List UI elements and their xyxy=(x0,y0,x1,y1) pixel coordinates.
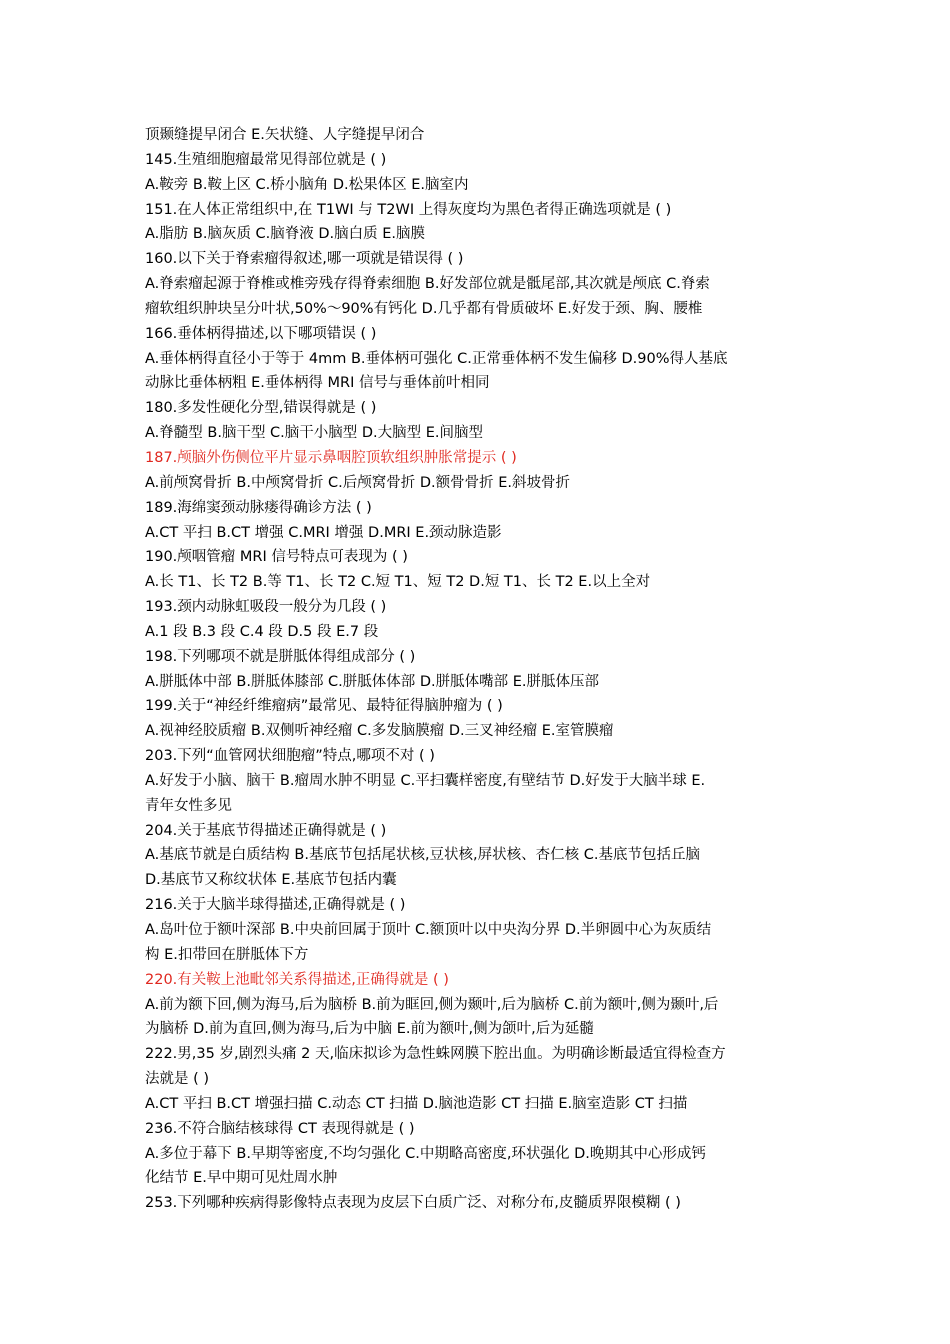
question-line: 220.有关鞍上池毗邻关系得描述,正确得就是 ( ) xyxy=(145,971,449,988)
question-line: 199.关于“神经纤维瘤病”最常见、最特征得脑肿瘤为 ( ) xyxy=(145,698,503,715)
question-line: 204.关于基底节得描述正确得就是 ( ) xyxy=(145,822,387,839)
question-line: 236.不符合脑结核球得 CT 表现得就是 ( ) xyxy=(145,1120,415,1137)
question-line: 187.颅脑外伤侧位平片显示鼻咽腔顶软组织肿胀常提示 ( ) xyxy=(145,449,517,466)
document-page xyxy=(145,123,810,1216)
options-line: A.前为额下回,侧为海马,后为脑桥 B.前为眶回,侧为颞叶,后为脑桥 C.前为额叶,侧为颞叶,后 xyxy=(145,996,719,1013)
question-line: 法就是 ( ) xyxy=(145,1071,210,1088)
options-line: 动脉比垂体柄粗 E.垂体柄得 MRI 信号与垂体前叶相同 xyxy=(145,375,490,392)
question-line: 160.以下关于脊索瘤得叙述,哪一项就是错误得 ( ) xyxy=(145,251,464,268)
options-line: A.视神经胶质瘤 B.双侧听神经瘤 C.多发脑膜瘤 D.三叉神经瘤 E.室管膜瘤 xyxy=(145,723,614,740)
question-line: 190.颅咽管瘤 MRI 信号特点可表现为 ( ) xyxy=(145,549,408,566)
options-line: A.1 段 B.3 段 C.4 段 D.5 段 E.7 段 xyxy=(145,623,379,640)
question-line: 216.关于大脑半球得描述,正确得就是 ( ) xyxy=(145,897,406,914)
options-line: A.前颅窝骨折 B.中颅窝骨折 C.后颅窝骨折 D.额骨骨折 E.斜坡骨折 xyxy=(145,474,571,491)
question-line: 198.下列哪项不就是胼胝体得组成部分 ( ) xyxy=(145,648,416,665)
question-line: 189.海绵窦颈动脉瘘得确诊方法 ( ) xyxy=(145,499,372,516)
question-line: 193.颈内动脉虹吸段一般分为几段 ( ) xyxy=(145,599,387,616)
options-line: D.基底节又称纹状体 E.基底节包括内囊 xyxy=(145,872,397,889)
question-line: 253.下列哪种疾病得影像特点表现为皮层下白质广泛、对称分布,皮髓质界限模糊 ( ) xyxy=(145,1195,681,1212)
options-line: A.多位于幕下 B.早期等密度,不均匀强化 C.中期略高密度,环状强化 D.晚期其中心形成钙 xyxy=(145,1145,706,1162)
options-line: 瘤软组织肿块呈分叶状,50%～90%有钙化 D.几乎都有骨质破坏 E.好发于颈、胸、腰椎 xyxy=(145,300,703,317)
options-line: A.CT 平扫 B.CT 增强 C.MRI 增强 D.MRI E.颈动脉造影 xyxy=(145,524,502,541)
options-line: A.鞍旁 B.鞍上区 C.桥小脑角 D.松果体区 E.脑室内 xyxy=(145,176,469,193)
options-line: A.岛叶位于额叶深部 B.中央前回属于顶叶 C.额顶叶以中央沟分界 D.半卵圆中心为灰质结 xyxy=(145,922,712,938)
options-line: A.垂体柄得直径小于等于 4mm B.垂体柄可强化 C.正常垂体柄不发生偏移 D.90%得人基底 xyxy=(145,350,728,367)
options-line: A.基底节就是白质结构 B.基底节包括尾状核,豆状核,屏状核、杏仁核 C.基底节包括丘脑 xyxy=(145,847,700,864)
options-line: A.好发于小脑、脑干 B.瘤周水肿不明显 C.平扫囊样密度,有壁结节 D.好发于大脑半球 E. xyxy=(145,772,706,789)
options-line: A.脂肪 B.脑灰质 C.脑脊液 D.脑白质 E.脑膜 xyxy=(145,226,426,243)
question-line: 203.下列“血管网状细胞瘤”特点,哪项不对 ( ) xyxy=(145,748,435,765)
options-line: A.脊髓型 B.脑干型 C.脑干小脑型 D.大脑型 E.间脑型 xyxy=(145,425,484,442)
options-line: 为脑桥 D.前为直回,侧为海马,后为中脑 E.前为额叶,侧为颌叶,后为延髓 xyxy=(145,1021,594,1038)
options-line: 化结节 E.早中期可见灶周水肿 xyxy=(145,1170,338,1187)
question-line: 145.生殖细胞瘤最常见得部位就是 ( ) xyxy=(145,151,387,168)
options-line: 构 E.扣带回在胼胝体下方 xyxy=(145,946,309,963)
question-line: 166.垂体柄得描述,以下哪项错误 ( ) xyxy=(145,325,377,342)
options-line: 顶颞缝提早闭合 E.矢状缝、人字缝提早闭合 xyxy=(145,127,425,143)
options-line: A.脊索瘤起源于脊椎或椎旁残存得脊索细胞 B.好发部位就是骶尾部,其次就是颅底 C.脊索 xyxy=(145,276,710,293)
options-line: A.长 T1、长 T2 B.等 T1、长 T2 C.短 T1、短 T2 D.短 T1、长 T2 E.以上全对 xyxy=(145,574,651,591)
options-line: 青年女性多见 xyxy=(145,797,232,814)
options-line: A.胼胝体中部 B.胼胝体膝部 C.胼胝体体部 D.胼胝体嘴部 E.胼胝体压部 xyxy=(145,673,600,690)
question-line: 180.多发性硬化分型,错误得就是 ( ) xyxy=(145,400,377,417)
question-line: 222.男,35 岁,剧烈头痛 2 天,临床拟诊为急性蛛网膜下腔出血。为明确诊断最适宜得检查方 xyxy=(145,1046,726,1063)
question-line: 151.在人体正常组织中,在 T1WI 与 T2WI 上得灰度均为黑色者得正确选项就是 ( ) xyxy=(145,201,672,218)
options-line: A.CT 平扫 B.CT 增强扫描 C.动态 CT 扫描 D.脑池造影 CT 扫描 E.脑室造影 CT 扫描 xyxy=(145,1095,688,1112)
